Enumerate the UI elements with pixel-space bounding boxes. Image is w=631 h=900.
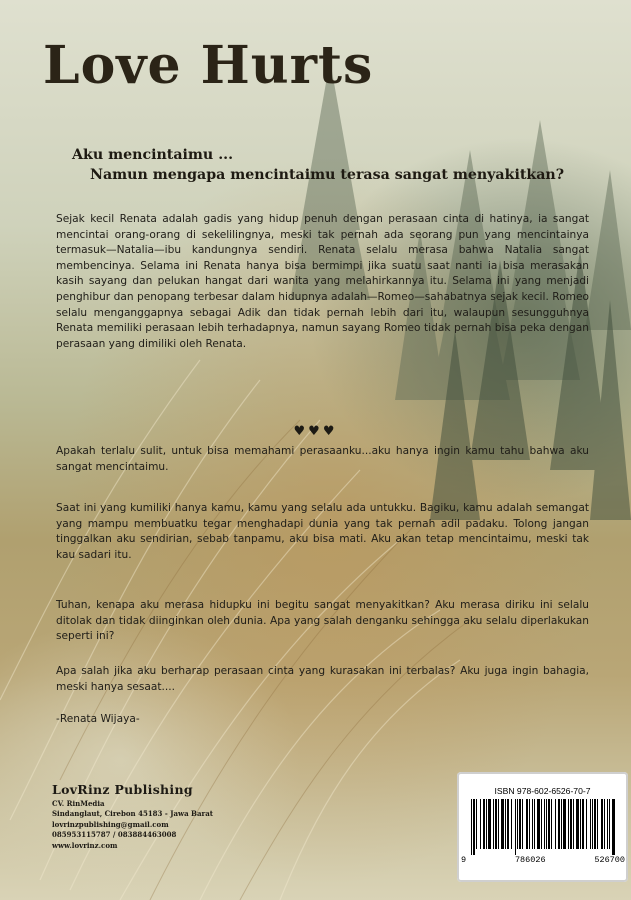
barcode-bar [476,799,477,849]
barcode-bar [568,799,569,849]
barcode-bar [515,799,516,855]
barcode-bar [493,799,494,849]
barcode-bar [576,799,579,849]
barcode-bar [480,799,481,849]
barcode-bar [561,799,562,849]
book-title: Love Hurts [43,35,374,96]
barcode-bar [607,799,608,849]
publisher-email: lovrinzpublishing@gmail.com [52,819,169,829]
barcode-bar [546,799,547,849]
barcode-bar [582,799,584,849]
barcode-bar [505,799,506,849]
barcode-bar [597,799,598,849]
barcode-bar [511,799,512,849]
barcode-bar [544,799,545,849]
barcode-bar [586,799,587,849]
barcode-bar [486,799,487,849]
barcode-bar [590,799,591,849]
publisher-address: Sindanglaut, Cirebon 45183 - Jawa Barat [52,809,213,819]
quote-paragraph: Apa salah jika aku berharap perasaan cinta yang kurasakan ini terbalas? Aku juga ingin bahagia, meski hanya sesaat.... [56,665,589,693]
barcode-bar [473,799,475,855]
barcode-bar [534,799,535,849]
publisher-name: LovRinz Publishing [52,782,193,797]
barcode-bar [592,799,593,849]
barcode-bar [532,799,533,849]
barcode-bar [471,799,472,855]
barcode-bar [612,799,615,855]
barcode-bar [555,799,556,849]
barcode-bar [507,799,509,849]
quote-paragraph: Apakah terlalu sulit, untuk bisa memahami perasaanku...aku hanya ingin kamu tahu bahwa aku sangat mencintaimu. [56,445,589,473]
barcode-bar [517,799,518,849]
barcode-bar [522,799,523,849]
quote-paragraph: Tuhan, kenapa aku merasa hidupku ini begitu sangat menyakitkan? Aku merasa diriku ini selalu ditolak dan tidak diinginkan oleh dunia. Apa yang salah denganku sehingga aku selalu diperlakukan seperti ini? [56,599,589,643]
barcode-bar [551,799,552,849]
barcode-bar [529,799,530,849]
barcode-bar [488,799,491,849]
barcode-digits [461,855,625,865]
barcode-bar [609,799,610,849]
quote-paragraph: Saat ini yang kumiliki hanya kamu, kamu yang selalu ada untukku. Bagiku, kamu adalah semangat yang mampu membuatku tegar menghadapi dunia yang tak pernah adil padaku. Tolong jangan tinggalkan aku sendirian, sebab tanpamu, aku bisa mati. Aku akan tetap mencintaimu, meski tak kau sadari itu. [56,502,589,561]
barcode-bars [467,799,618,855]
barcode-bar [573,799,574,849]
barcode-bar [498,799,499,849]
barcode-bar [541,799,542,849]
barcode-bar [548,799,550,849]
barcode-bar [519,799,521,849]
isbn-barcode [457,772,628,882]
tagline-line-1: Aku mencintaimu ... [72,147,234,163]
barcode-bar [526,799,528,849]
isbn-label: ISBN 978-602-6526-70-7 [494,786,591,796]
publisher-phone: 085953115787 / 083884463008 [52,830,177,840]
author-signature: -Renata Wijaya- [56,713,140,725]
barcode-bar [601,799,603,849]
publisher-website: www.lovrinz.com [52,840,118,850]
publisher-info [52,782,213,851]
barcode-bar [495,799,497,849]
tagline [72,145,631,185]
barcode-bar [563,799,566,849]
barcode-bar [604,799,605,849]
barcode-bar [558,799,560,849]
barcode-bar [594,799,596,849]
barcode-bar [501,799,504,849]
barcode-digit-lead: 9 [461,855,467,865]
barcode-bar [537,799,540,849]
publisher-company: CV. RinMedia [52,799,105,808]
barcode-digit-group-1: 786026 [514,855,546,865]
barcode-bar [483,799,485,849]
barcode-digit-group-2: 526700 [594,855,625,865]
barcode-bar [570,799,572,849]
synopsis-paragraph: Sejak kecil Renata adalah gadis yang hidup penuh dengan perasaan cinta di hatinya, ia sangat mencintai orang-orang di sekelilingnya, meski tak pernah ada seorang pun yang mencintainya termasuk—Natalia—ibu kandungnya sendiri. Renata selalu merasa bahwa Natalia sangat membencinya. Selama ini Renata hanya bisa bermimpi jika suatu saat nanti ia bisa merasakan kasih sayang dan pelukan hangat dari wanita yang melahirkannya itu. Selama ini yang menjadi penghibur dan penopang terbesar dalam hidupnya adalah—Romeo—sahabatnya sejak kecil. Romeo selalu menganggapnya sebagai Adik dan tidak pernah lebih dari itu, walaupun sesungguhnya Renata memiliki perasaan lebih terhadapnya, namun sayang Romeo tidak pernah bisa peka dengan perasaan yang dimiliki oleh Renata. [56,213,589,350]
hearts-divider: ♥♥♥ [293,424,338,439]
tagline-line-2: Namun mengapa mencintaimu terasa sangat menyakitkan? [90,167,565,183]
barcode-bar [580,799,581,849]
